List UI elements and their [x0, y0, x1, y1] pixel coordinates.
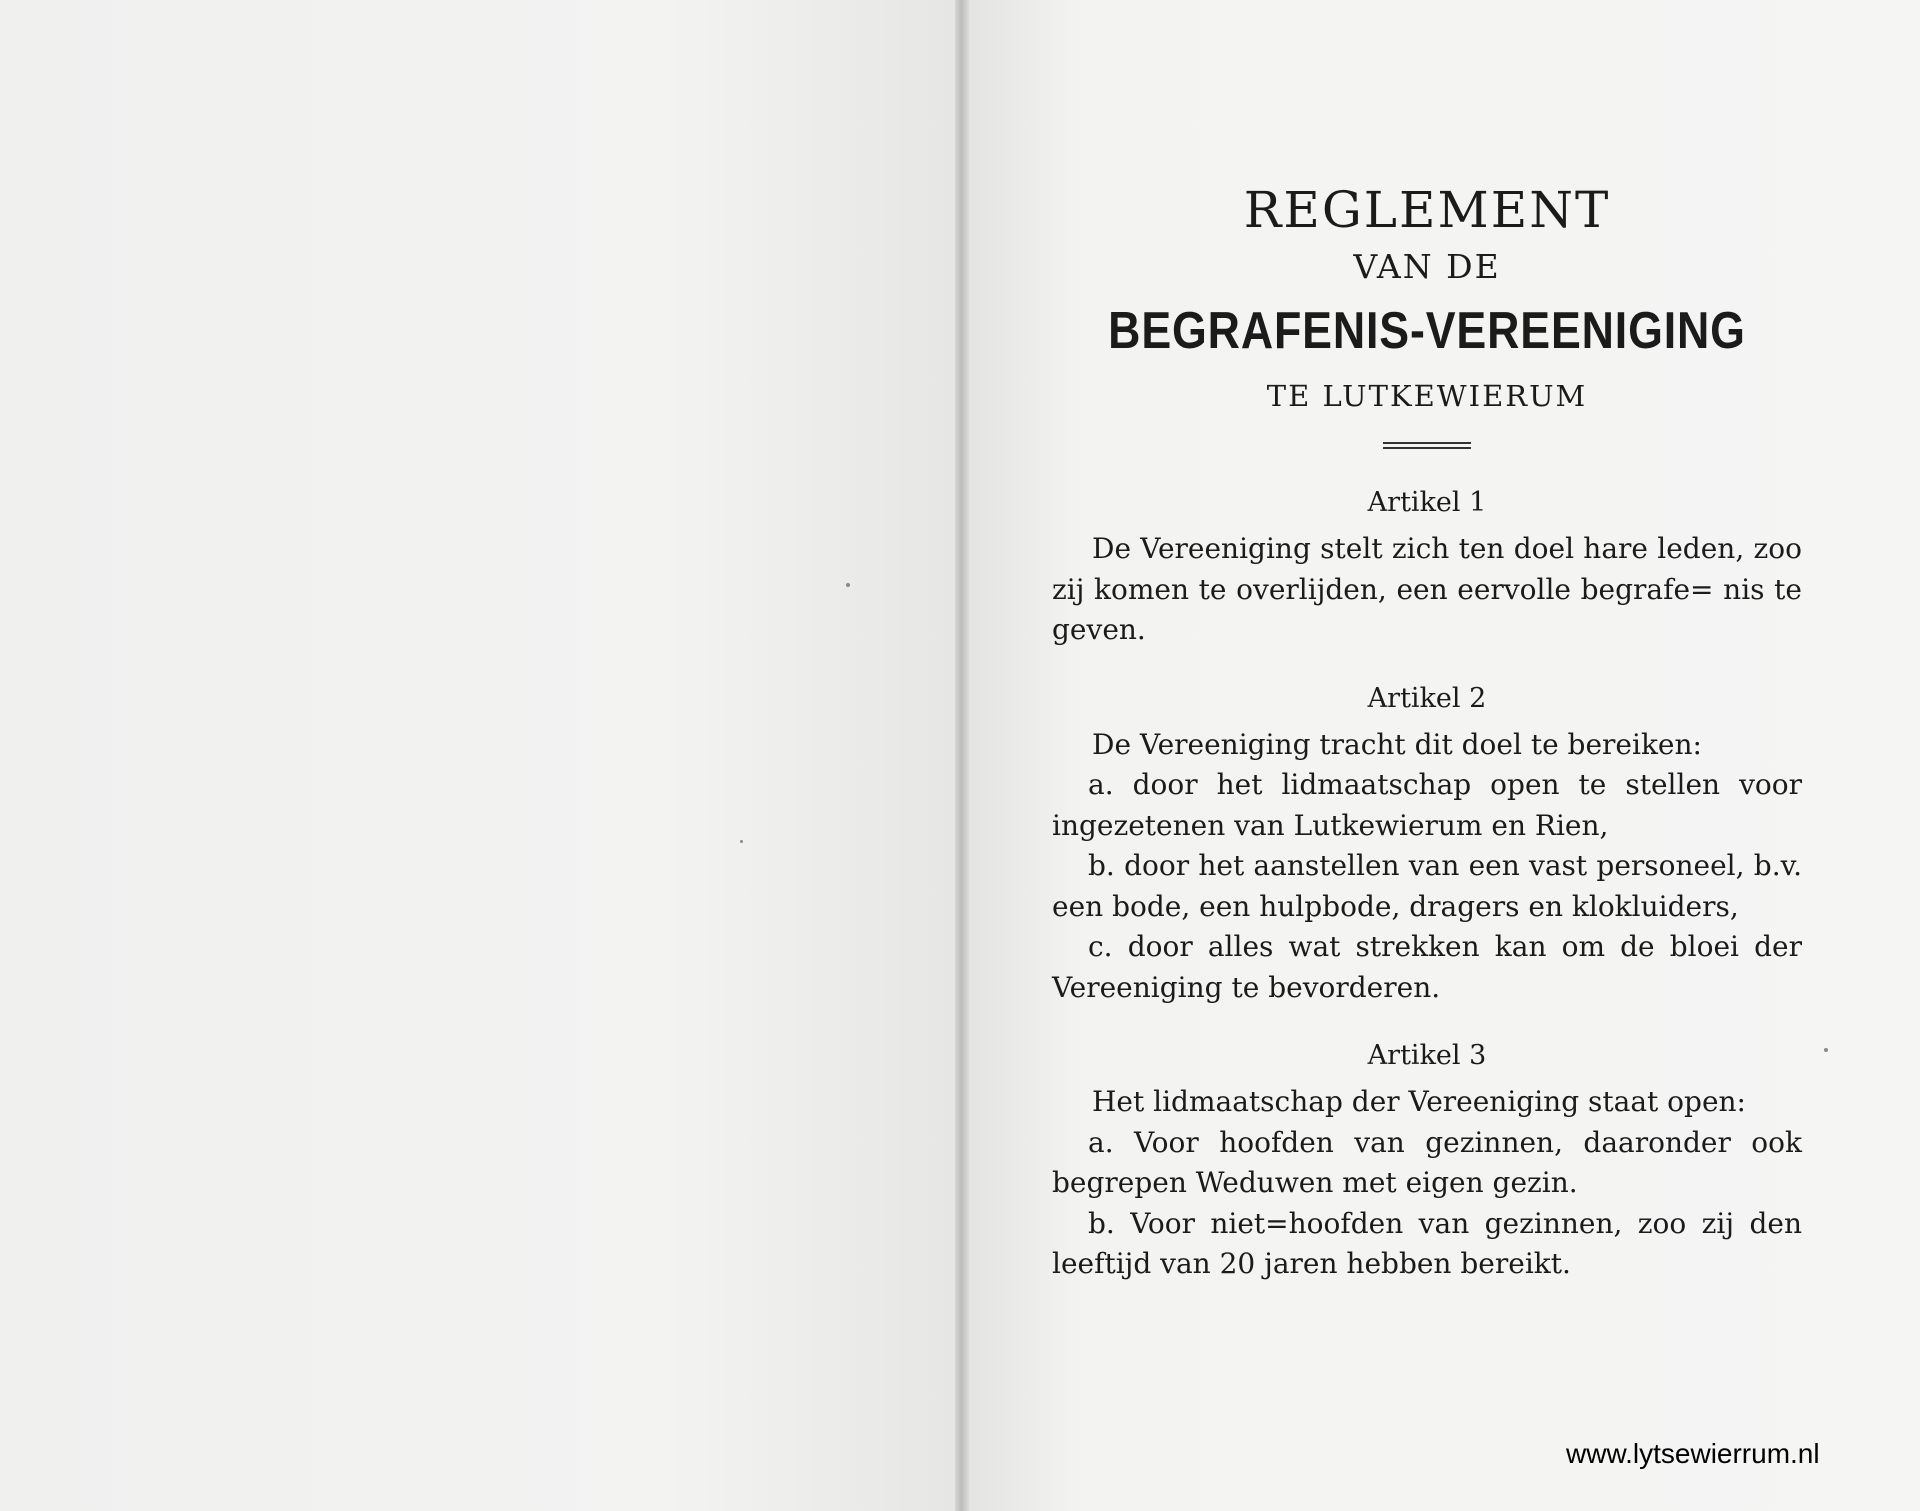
document-title: REGLEMENT	[1243, 181, 1611, 239]
article-body: De Vereeniging stelt zich ten doel hare leden, zoo zij komen te overlijden, een eervolle begrafe= nis te geven.	[1052, 532, 1802, 646]
regulation-text	[1052, 178, 1802, 1285]
paper-speck	[740, 840, 743, 843]
organization-name: BEGRAFENIS-VEREENIGING	[1108, 302, 1746, 360]
article-body: Het lidmaatschap der Vereeniging staat open:	[1092, 1085, 1746, 1118]
website-watermark: www.lytsewierrum.nl	[1566, 1438, 1820, 1469]
document-subtitle: VAN DE	[1353, 247, 1501, 286]
article-item: b. Voor niet=hoofden van gezinnen, zoo zij den leeftijd van 20 jaren hebben bereikt.	[1052, 1206, 1802, 1280]
article-heading: Artikel 3	[1367, 1040, 1487, 1071]
article-heading: Artikel 2	[1367, 682, 1487, 714]
left-page-blank	[0, 0, 958, 1511]
center-fold	[955, 0, 969, 1511]
paper-speck	[1824, 1048, 1828, 1052]
article-item: c. door alles wat strekken kan om de bloei der Vereeniging te bevorderen.	[1052, 930, 1802, 1004]
article-item: b. door het aanstellen van een vast personeel, b.v. een bode, een hulpbode, dragers en klokluiders,	[1052, 849, 1802, 923]
article-1	[1052, 483, 1802, 651]
article-item: a. door het lidmaatschap open te stellen voor ingezetenen van Lutkewierum en Rien,	[1052, 768, 1802, 842]
article-heading: Artikel 1	[1367, 487, 1487, 518]
article-item: a. Voor hoofden van gezinnen, daaronder ook begrepen Weduwen met eigen gezin.	[1052, 1125, 1802, 1199]
double-rule-divider	[1383, 442, 1471, 449]
article-body: De Vereeniging tracht dit doel te bereiken:	[1092, 727, 1702, 761]
organization-location: TE LUTKEWIERUM	[1266, 379, 1588, 413]
article-2	[1052, 679, 1802, 1009]
paper-speck	[846, 583, 850, 587]
article-3	[1052, 1036, 1802, 1285]
